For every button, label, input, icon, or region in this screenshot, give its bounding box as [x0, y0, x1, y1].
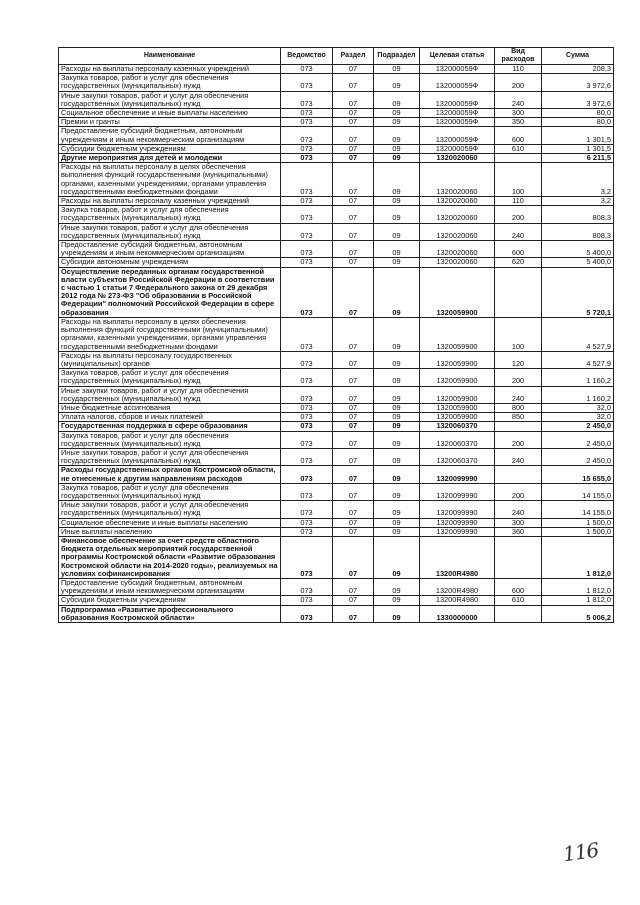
cell-celevaya-statya: 1320059900 [420, 386, 495, 403]
cell-podrazdel: 09 [374, 422, 420, 431]
cell-vid-raskhodov: 610 [495, 144, 542, 153]
cell-name: Закупка товаров, работ и услуг для обеспечения государственных (муниципальных) нужд [59, 206, 281, 223]
cell-summa: 4 527,9 [542, 317, 614, 351]
cell-vid-raskhodov: 350 [495, 118, 542, 127]
cell-celevaya-statya: 1320060370 [420, 422, 495, 431]
table-body [59, 65, 614, 623]
table-row [59, 74, 614, 91]
table-row [59, 448, 614, 465]
cell-celevaya-statya: 13200R4980 [420, 536, 495, 578]
cell-name: Предоставление субсидий бюджетным, автономным учреждениям и иным некоммерческим организациям [59, 578, 281, 595]
cell-vid-raskhodov: 100 [495, 163, 542, 197]
cell-name: Иные закупки товаров, работ и услуг для обеспечения государственных (муниципальных) нужд [59, 501, 281, 518]
cell-celevaya-statya: 132000059Ф [420, 144, 495, 153]
cell-vid-raskhodov: 200 [495, 74, 542, 91]
cell-name: Предоставление субсидий бюджетным, автономным учреждениям и иным некоммерческим организациям [59, 241, 281, 258]
cell-summa: 3,2 [542, 163, 614, 197]
cell-celevaya-statya: 132000059Ф [420, 109, 495, 118]
cell-vedomstvo: 073 [281, 118, 333, 127]
handwritten-page-number: 116 [561, 837, 600, 867]
cell-vid-raskhodov: 300 [495, 518, 542, 527]
cell-razdel: 07 [333, 403, 374, 412]
cell-vid-raskhodov: 800 [495, 403, 542, 412]
cell-celevaya-statya: 1320059900 [420, 317, 495, 351]
cell-podrazdel: 09 [374, 536, 420, 578]
cell-razdel: 07 [333, 163, 374, 197]
table-row [59, 351, 614, 368]
cell-vedomstvo: 073 [281, 127, 333, 144]
cell-name: Иные бюджетные ассигнования [59, 403, 281, 412]
cell-razdel: 07 [333, 351, 374, 368]
cell-celevaya-statya: 132000059Ф [420, 91, 495, 108]
cell-razdel: 07 [333, 605, 374, 622]
table-row [59, 267, 614, 317]
table-row [59, 605, 614, 622]
cell-summa: 1 160,2 [542, 386, 614, 403]
cell-vedomstvo: 073 [281, 65, 333, 74]
cell-summa: 32,0 [542, 403, 614, 412]
table-row [59, 127, 614, 144]
cell-celevaya-statya: 1320020060 [420, 206, 495, 223]
cell-vedomstvo: 073 [281, 448, 333, 465]
cell-name: Иные закупки товаров, работ и услуг для обеспечения государственных (муниципальных) нужд [59, 448, 281, 465]
cell-vid-raskhodov: 200 [495, 431, 542, 448]
cell-celevaya-statya: 1330000000 [420, 605, 495, 622]
cell-razdel: 07 [333, 65, 374, 74]
cell-razdel: 07 [333, 118, 374, 127]
header-podrazdel: Подраздел [374, 48, 420, 65]
cell-name: Закупка товаров, работ и услуг для обеспечения государственных (муниципальных) нужд [59, 369, 281, 386]
cell-name: Субсидии бюджетным учреждениям [59, 144, 281, 153]
table-row [59, 317, 614, 351]
table-row [59, 386, 614, 403]
cell-vedomstvo: 073 [281, 596, 333, 605]
cell-vid-raskhodov: 200 [495, 483, 542, 500]
table-row [59, 163, 614, 197]
cell-vedomstvo: 073 [281, 351, 333, 368]
cell-vid-raskhodov: 200 [495, 206, 542, 223]
cell-podrazdel: 09 [374, 483, 420, 500]
cell-name: Иные закупки товаров, работ и услуг для обеспечения государственных (муниципальных) нужд [59, 386, 281, 403]
cell-celevaya-statya: 1320020060 [420, 163, 495, 197]
cell-razdel: 07 [333, 144, 374, 153]
cell-celevaya-statya: 1320099990 [420, 527, 495, 536]
cell-celevaya-statya: 1320059900 [420, 267, 495, 317]
cell-name: Социальное обеспечение и иные выплаты населению [59, 109, 281, 118]
table-row [59, 206, 614, 223]
table-row [59, 483, 614, 500]
cell-vedomstvo: 073 [281, 578, 333, 595]
cell-vid-raskhodov [495, 536, 542, 578]
cell-vid-raskhodov [495, 422, 542, 431]
cell-razdel: 07 [333, 413, 374, 422]
cell-podrazdel: 09 [374, 223, 420, 240]
cell-razdel: 07 [333, 241, 374, 258]
cell-razdel: 07 [333, 109, 374, 118]
cell-summa: 4 527,9 [542, 351, 614, 368]
cell-vid-raskhodov: 600 [495, 127, 542, 144]
cell-celevaya-statya: 1320060370 [420, 431, 495, 448]
cell-vedomstvo: 073 [281, 483, 333, 500]
cell-razdel: 07 [333, 74, 374, 91]
cell-vedomstvo: 073 [281, 144, 333, 153]
cell-vid-raskhodov: 240 [495, 386, 542, 403]
cell-podrazdel: 09 [374, 74, 420, 91]
budget-table [58, 47, 614, 623]
cell-name: Расходы на выплаты персоналу в целях обеспечения выполнения функций государственными (муниципальными) органами, казенными учреждениями, органами управления государственными внебюджетными фондами [59, 317, 281, 351]
cell-vid-raskhodov [495, 267, 542, 317]
cell-vid-raskhodov: 610 [495, 596, 542, 605]
cell-razdel: 07 [333, 431, 374, 448]
cell-vedomstvo: 073 [281, 241, 333, 258]
cell-summa: 2 450,0 [542, 422, 614, 431]
header-vedomstvo: Ведомство [281, 48, 333, 65]
cell-celevaya-statya: 13200R4980 [420, 578, 495, 595]
cell-vid-raskhodov: 240 [495, 223, 542, 240]
cell-vedomstvo: 073 [281, 431, 333, 448]
cell-vid-raskhodov: 300 [495, 109, 542, 118]
cell-name: Иные закупки товаров, работ и услуг для обеспечения государственных (муниципальных) нужд [59, 223, 281, 240]
cell-name: Предоставление субсидий бюджетным, автономным учреждениям и иным некоммерческим организациям [59, 127, 281, 144]
header-name: Наименование [59, 48, 281, 65]
cell-name: Субсидии автономным учреждениям [59, 258, 281, 267]
cell-celevaya-statya: 132000059Ф [420, 118, 495, 127]
cell-celevaya-statya: 1320059900 [420, 403, 495, 412]
table-row [59, 578, 614, 595]
cell-vedomstvo: 073 [281, 518, 333, 527]
cell-vid-raskhodov: 110 [495, 65, 542, 74]
cell-celevaya-statya: 1320020060 [420, 223, 495, 240]
cell-celevaya-statya: 1320020060 [420, 197, 495, 206]
header-summa: Сумма [542, 48, 614, 65]
cell-name: Расходы на выплаты персоналу казенных учреждений [59, 197, 281, 206]
cell-razdel: 07 [333, 267, 374, 317]
cell-podrazdel: 09 [374, 369, 420, 386]
cell-vedomstvo: 073 [281, 197, 333, 206]
cell-summa: 1 160,2 [542, 369, 614, 386]
cell-vedomstvo: 073 [281, 317, 333, 351]
cell-summa: 5 720,1 [542, 267, 614, 317]
cell-vid-raskhodov: 110 [495, 197, 542, 206]
cell-podrazdel: 09 [374, 431, 420, 448]
cell-summa: 80,0 [542, 109, 614, 118]
cell-vedomstvo: 073 [281, 206, 333, 223]
cell-name: Уплата налогов, сборов и иных платежей [59, 413, 281, 422]
cell-summa: 1 500,0 [542, 518, 614, 527]
cell-razdel: 07 [333, 206, 374, 223]
cell-vid-raskhodov [495, 605, 542, 622]
cell-name: Финансовое обеспечение за счет средств областного бюджета отдельных мероприятий государственной программы Костромской области «Развитие образования Костромской области на 2014-2020 годы», реализуемых на условиях софинансирования [59, 536, 281, 578]
cell-podrazdel: 09 [374, 596, 420, 605]
cell-razdel: 07 [333, 578, 374, 595]
cell-summa: 1 812,0 [542, 578, 614, 595]
cell-vedomstvo: 073 [281, 109, 333, 118]
table-row [59, 258, 614, 267]
cell-summa: 5 006,2 [542, 605, 614, 622]
cell-vedomstvo: 073 [281, 258, 333, 267]
cell-celevaya-statya: 1320059900 [420, 413, 495, 422]
cell-vedomstvo: 073 [281, 369, 333, 386]
cell-vedomstvo: 073 [281, 527, 333, 536]
cell-summa: 1 812,0 [542, 596, 614, 605]
cell-celevaya-statya: 1320059900 [420, 369, 495, 386]
cell-celevaya-statya: 1320059900 [420, 351, 495, 368]
cell-razdel: 07 [333, 483, 374, 500]
cell-summa: 15 655,0 [542, 466, 614, 483]
cell-podrazdel: 09 [374, 118, 420, 127]
cell-summa: 808,3 [542, 223, 614, 240]
cell-vid-raskhodov: 620 [495, 258, 542, 267]
cell-vid-raskhodov: 600 [495, 241, 542, 258]
cell-razdel: 07 [333, 223, 374, 240]
cell-podrazdel: 09 [374, 448, 420, 465]
cell-summa: 3 972,6 [542, 74, 614, 91]
cell-vid-raskhodov: 240 [495, 501, 542, 518]
cell-razdel: 07 [333, 466, 374, 483]
cell-vedomstvo: 073 [281, 403, 333, 412]
cell-podrazdel: 09 [374, 109, 420, 118]
cell-summa: 1 812,0 [542, 536, 614, 578]
cell-podrazdel: 09 [374, 154, 420, 163]
cell-podrazdel: 09 [374, 163, 420, 197]
cell-summa: 808,3 [542, 206, 614, 223]
cell-summa: 1 301,5 [542, 127, 614, 144]
table-header-row [59, 48, 614, 65]
cell-podrazdel: 09 [374, 578, 420, 595]
cell-vedomstvo: 073 [281, 501, 333, 518]
cell-podrazdel: 09 [374, 91, 420, 108]
cell-name: Расходы на выплаты персоналу казенных учреждений [59, 65, 281, 74]
cell-vedomstvo: 073 [281, 536, 333, 578]
cell-razdel: 07 [333, 501, 374, 518]
cell-name: Осуществление переданных органам государственной власти субъектов Российской Федерации в соответствии с частью 1 статьи 7 Федерального закона от 29 декабря 2012 года № 273-ФЗ "Об образовании в Российской Федерации" полномочий Российской Федерации в сфере образования [59, 267, 281, 317]
cell-celevaya-statya: 1320099990 [420, 483, 495, 500]
cell-razdel: 07 [333, 596, 374, 605]
cell-podrazdel: 09 [374, 241, 420, 258]
cell-name: Подпрограмма «Развитие профессионального образования Костромской области» [59, 605, 281, 622]
cell-vedomstvo: 073 [281, 605, 333, 622]
cell-podrazdel: 09 [374, 65, 420, 74]
cell-name: Иные закупки товаров, работ и услуг для обеспечения государственных (муниципальных) нужд [59, 91, 281, 108]
table-row [59, 518, 614, 527]
cell-vid-raskhodov: 240 [495, 448, 542, 465]
cell-razdel: 07 [333, 536, 374, 578]
cell-name: Другие мероприятия для детей и молодежи [59, 154, 281, 163]
cell-razdel: 07 [333, 127, 374, 144]
cell-name: Государственная поддержка в сфере образования [59, 422, 281, 431]
cell-vid-raskhodov: 120 [495, 351, 542, 368]
cell-podrazdel: 09 [374, 197, 420, 206]
cell-vedomstvo: 073 [281, 386, 333, 403]
cell-celevaya-statya: 1320099990 [420, 466, 495, 483]
cell-name: Закупка товаров, работ и услуг для обеспечения государственных (муниципальных) нужд [59, 74, 281, 91]
cell-vid-raskhodov: 600 [495, 578, 542, 595]
cell-summa: 3,2 [542, 197, 614, 206]
table-row [59, 241, 614, 258]
cell-celevaya-statya: 132000059Ф [420, 127, 495, 144]
cell-razdel: 07 [333, 386, 374, 403]
cell-vedomstvo: 073 [281, 91, 333, 108]
cell-podrazdel: 09 [374, 527, 420, 536]
cell-summa: 14 155,0 [542, 501, 614, 518]
header-razdel: Раздел [333, 48, 374, 65]
cell-vedomstvo: 073 [281, 466, 333, 483]
cell-summa: 6 211,5 [542, 154, 614, 163]
cell-celevaya-statya: 13200R4980 [420, 596, 495, 605]
cell-vid-raskhodov: 200 [495, 369, 542, 386]
cell-name: Расходы на выплаты персоналу в целях обеспечения выполнения функций государственными (муниципальными) органами, казенными учреждениями, органами управления государственными внебюджетными фондами [59, 163, 281, 197]
cell-summa: 5 400,0 [542, 241, 614, 258]
cell-summa: 80,0 [542, 118, 614, 127]
cell-podrazdel: 09 [374, 267, 420, 317]
cell-summa: 2 450,0 [542, 431, 614, 448]
table-row [59, 109, 614, 118]
cell-name: Расходы государственных органов Костромской области, не отнесенные к другим направлениям расходов [59, 466, 281, 483]
cell-vedomstvo: 073 [281, 422, 333, 431]
cell-podrazdel: 09 [374, 605, 420, 622]
cell-vid-raskhodov: 100 [495, 317, 542, 351]
cell-vid-raskhodov: 240 [495, 91, 542, 108]
cell-vedomstvo: 073 [281, 74, 333, 91]
cell-summa: 3 972,6 [542, 91, 614, 108]
cell-name: Иные выплаты населению [59, 527, 281, 536]
cell-podrazdel: 09 [374, 144, 420, 153]
table-row [59, 466, 614, 483]
cell-razdel: 07 [333, 317, 374, 351]
cell-vid-raskhodov [495, 154, 542, 163]
cell-podrazdel: 09 [374, 403, 420, 412]
table-row [59, 596, 614, 605]
cell-celevaya-statya: 1320099990 [420, 501, 495, 518]
table-row [59, 91, 614, 108]
cell-razdel: 07 [333, 518, 374, 527]
cell-vedomstvo: 073 [281, 223, 333, 240]
table-row [59, 431, 614, 448]
cell-summa: 1 500,0 [542, 527, 614, 536]
table-row [59, 536, 614, 578]
cell-celevaya-statya: 1320099990 [420, 518, 495, 527]
cell-podrazdel: 09 [374, 413, 420, 422]
table-row [59, 369, 614, 386]
cell-vid-raskhodov: 850 [495, 413, 542, 422]
cell-summa: 5 400,0 [542, 258, 614, 267]
cell-celevaya-statya: 132000059Ф [420, 74, 495, 91]
cell-podrazdel: 09 [374, 466, 420, 483]
cell-celevaya-statya: 1320020060 [420, 258, 495, 267]
cell-razdel: 07 [333, 369, 374, 386]
cell-celevaya-statya: 1320020060 [420, 241, 495, 258]
cell-name: Закупка товаров, работ и услуг для обеспечения государственных (муниципальных) нужд [59, 483, 281, 500]
cell-razdel: 07 [333, 197, 374, 206]
cell-podrazdel: 09 [374, 518, 420, 527]
cell-vid-raskhodov [495, 466, 542, 483]
table-row [59, 422, 614, 431]
cell-name: Расходы на выплаты персоналу государственных (муниципальных) органов [59, 351, 281, 368]
cell-podrazdel: 09 [374, 351, 420, 368]
cell-podrazdel: 09 [374, 258, 420, 267]
cell-name: Закупка товаров, работ и услуг для обеспечения государственных (муниципальных) нужд [59, 431, 281, 448]
cell-name: Премии и гранты [59, 118, 281, 127]
header-celevaya-statya: Целевая статья [420, 48, 495, 65]
cell-vedomstvo: 073 [281, 163, 333, 197]
cell-podrazdel: 09 [374, 127, 420, 144]
table-row [59, 223, 614, 240]
cell-podrazdel: 09 [374, 501, 420, 518]
cell-celevaya-statya: 132000059Ф [420, 65, 495, 74]
cell-razdel: 07 [333, 258, 374, 267]
cell-razdel: 07 [333, 154, 374, 163]
cell-summa: 208,3 [542, 65, 614, 74]
cell-razdel: 07 [333, 527, 374, 536]
cell-vid-raskhodov: 360 [495, 527, 542, 536]
cell-razdel: 07 [333, 91, 374, 108]
cell-summa: 14 155,0 [542, 483, 614, 500]
cell-celevaya-statya: 1320020060 [420, 154, 495, 163]
cell-name: Социальное обеспечение и иные выплаты населению [59, 518, 281, 527]
cell-podrazdel: 09 [374, 317, 420, 351]
cell-summa: 32,0 [542, 413, 614, 422]
cell-summa: 2 450,0 [542, 448, 614, 465]
cell-name: Субсидии бюджетным учреждениям [59, 596, 281, 605]
cell-summa: 1 301,5 [542, 144, 614, 153]
cell-razdel: 07 [333, 448, 374, 465]
header-vid-raskhodov: Вид расходов [495, 48, 542, 65]
cell-razdel: 07 [333, 422, 374, 431]
cell-vedomstvo: 073 [281, 413, 333, 422]
cell-celevaya-statya: 1320060370 [420, 448, 495, 465]
table-row [59, 501, 614, 518]
cell-podrazdel: 09 [374, 386, 420, 403]
cell-podrazdel: 09 [374, 206, 420, 223]
cell-vedomstvo: 073 [281, 267, 333, 317]
cell-vedomstvo: 073 [281, 154, 333, 163]
